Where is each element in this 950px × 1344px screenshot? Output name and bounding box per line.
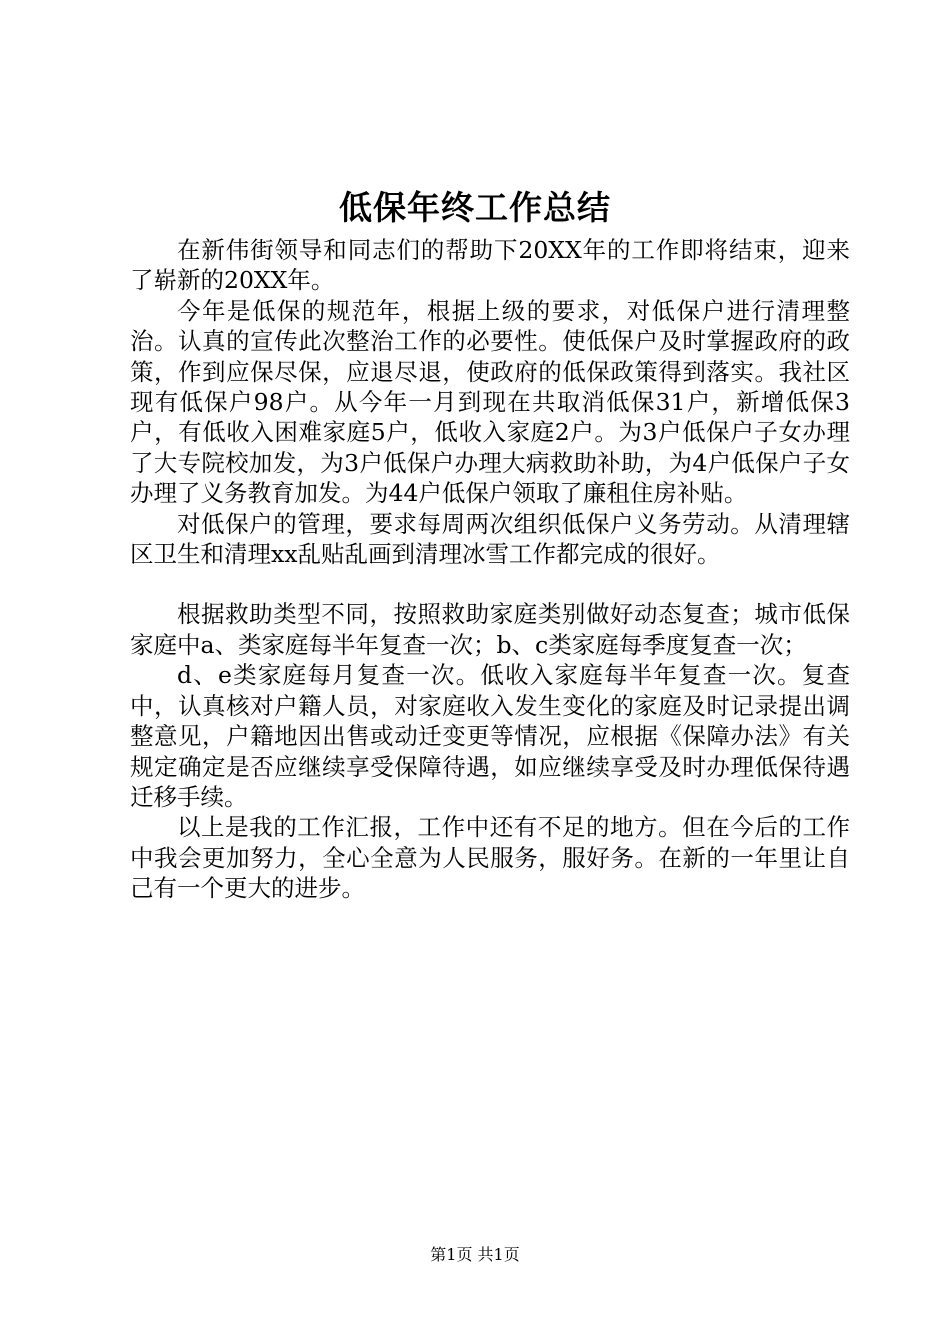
page-footer: 第1页 共1页	[430, 1245, 520, 1264]
paragraph-intro: 在新伟街领导和同志们的帮助下20XX年的工作即将结束，迎来了崭新的20XX年。	[130, 236, 850, 295]
paragraph-closing: 以上是我的工作汇报，工作中还有不足的地方。但在今后的工作中我会更加努力，全心全意为人民服务，服好务。在新的一年里让自己有一个更大的进步。	[130, 813, 850, 903]
paragraph-spacer	[130, 569, 850, 599]
paragraph-cleanup: 今年是低保的规范年，根据上级的要求，对低保户进行清理整治。认真的宣传此次整治工作的必要性。使低保户及时掌握政府的政策，作到应保尽保，应退尽退，使政府的低保政策得到落实。我社区现有低保户98户。从今年一月到现在共取消低保31户，新增低保3户，有低收入困难家庭5户，低收入家庭2户。为3户低保户子女办理了大专院校加发，为3户低保户办理大病救助补助，为4户低保户子女办理了义务教育加发。为44户低保户领取了廉租住房补贴。	[130, 296, 850, 508]
document-title: 低保年终工作总结	[339, 188, 611, 227]
paragraph-review-types: 根据救助类型不同，按照救助家庭类别做好动态复查；城市低保家庭中a、类家庭每半年复查一次；b、c类家庭每季度复查一次；	[130, 600, 850, 659]
paragraph-review-process: d、e类家庭每月复查一次。低收入家庭每半年复查一次。复查中，认真核对户籍人员，对家庭收入发生变化的家庭及时记录提出调整意见，户籍地因出售或动迁变更等情况，应根据《保障办法》有关规定确定是否应继续享受保障待遇，如应继续享受及时办理低保待遇迁移手续。	[130, 661, 850, 811]
document-body	[130, 235, 850, 904]
paragraph-management: 对低保户的管理，要求每周两次组织低保户义务劳动。从清理辖区卫生和清理xx乱贴乱画到清理冰雪工作都完成的很好。	[130, 509, 850, 569]
